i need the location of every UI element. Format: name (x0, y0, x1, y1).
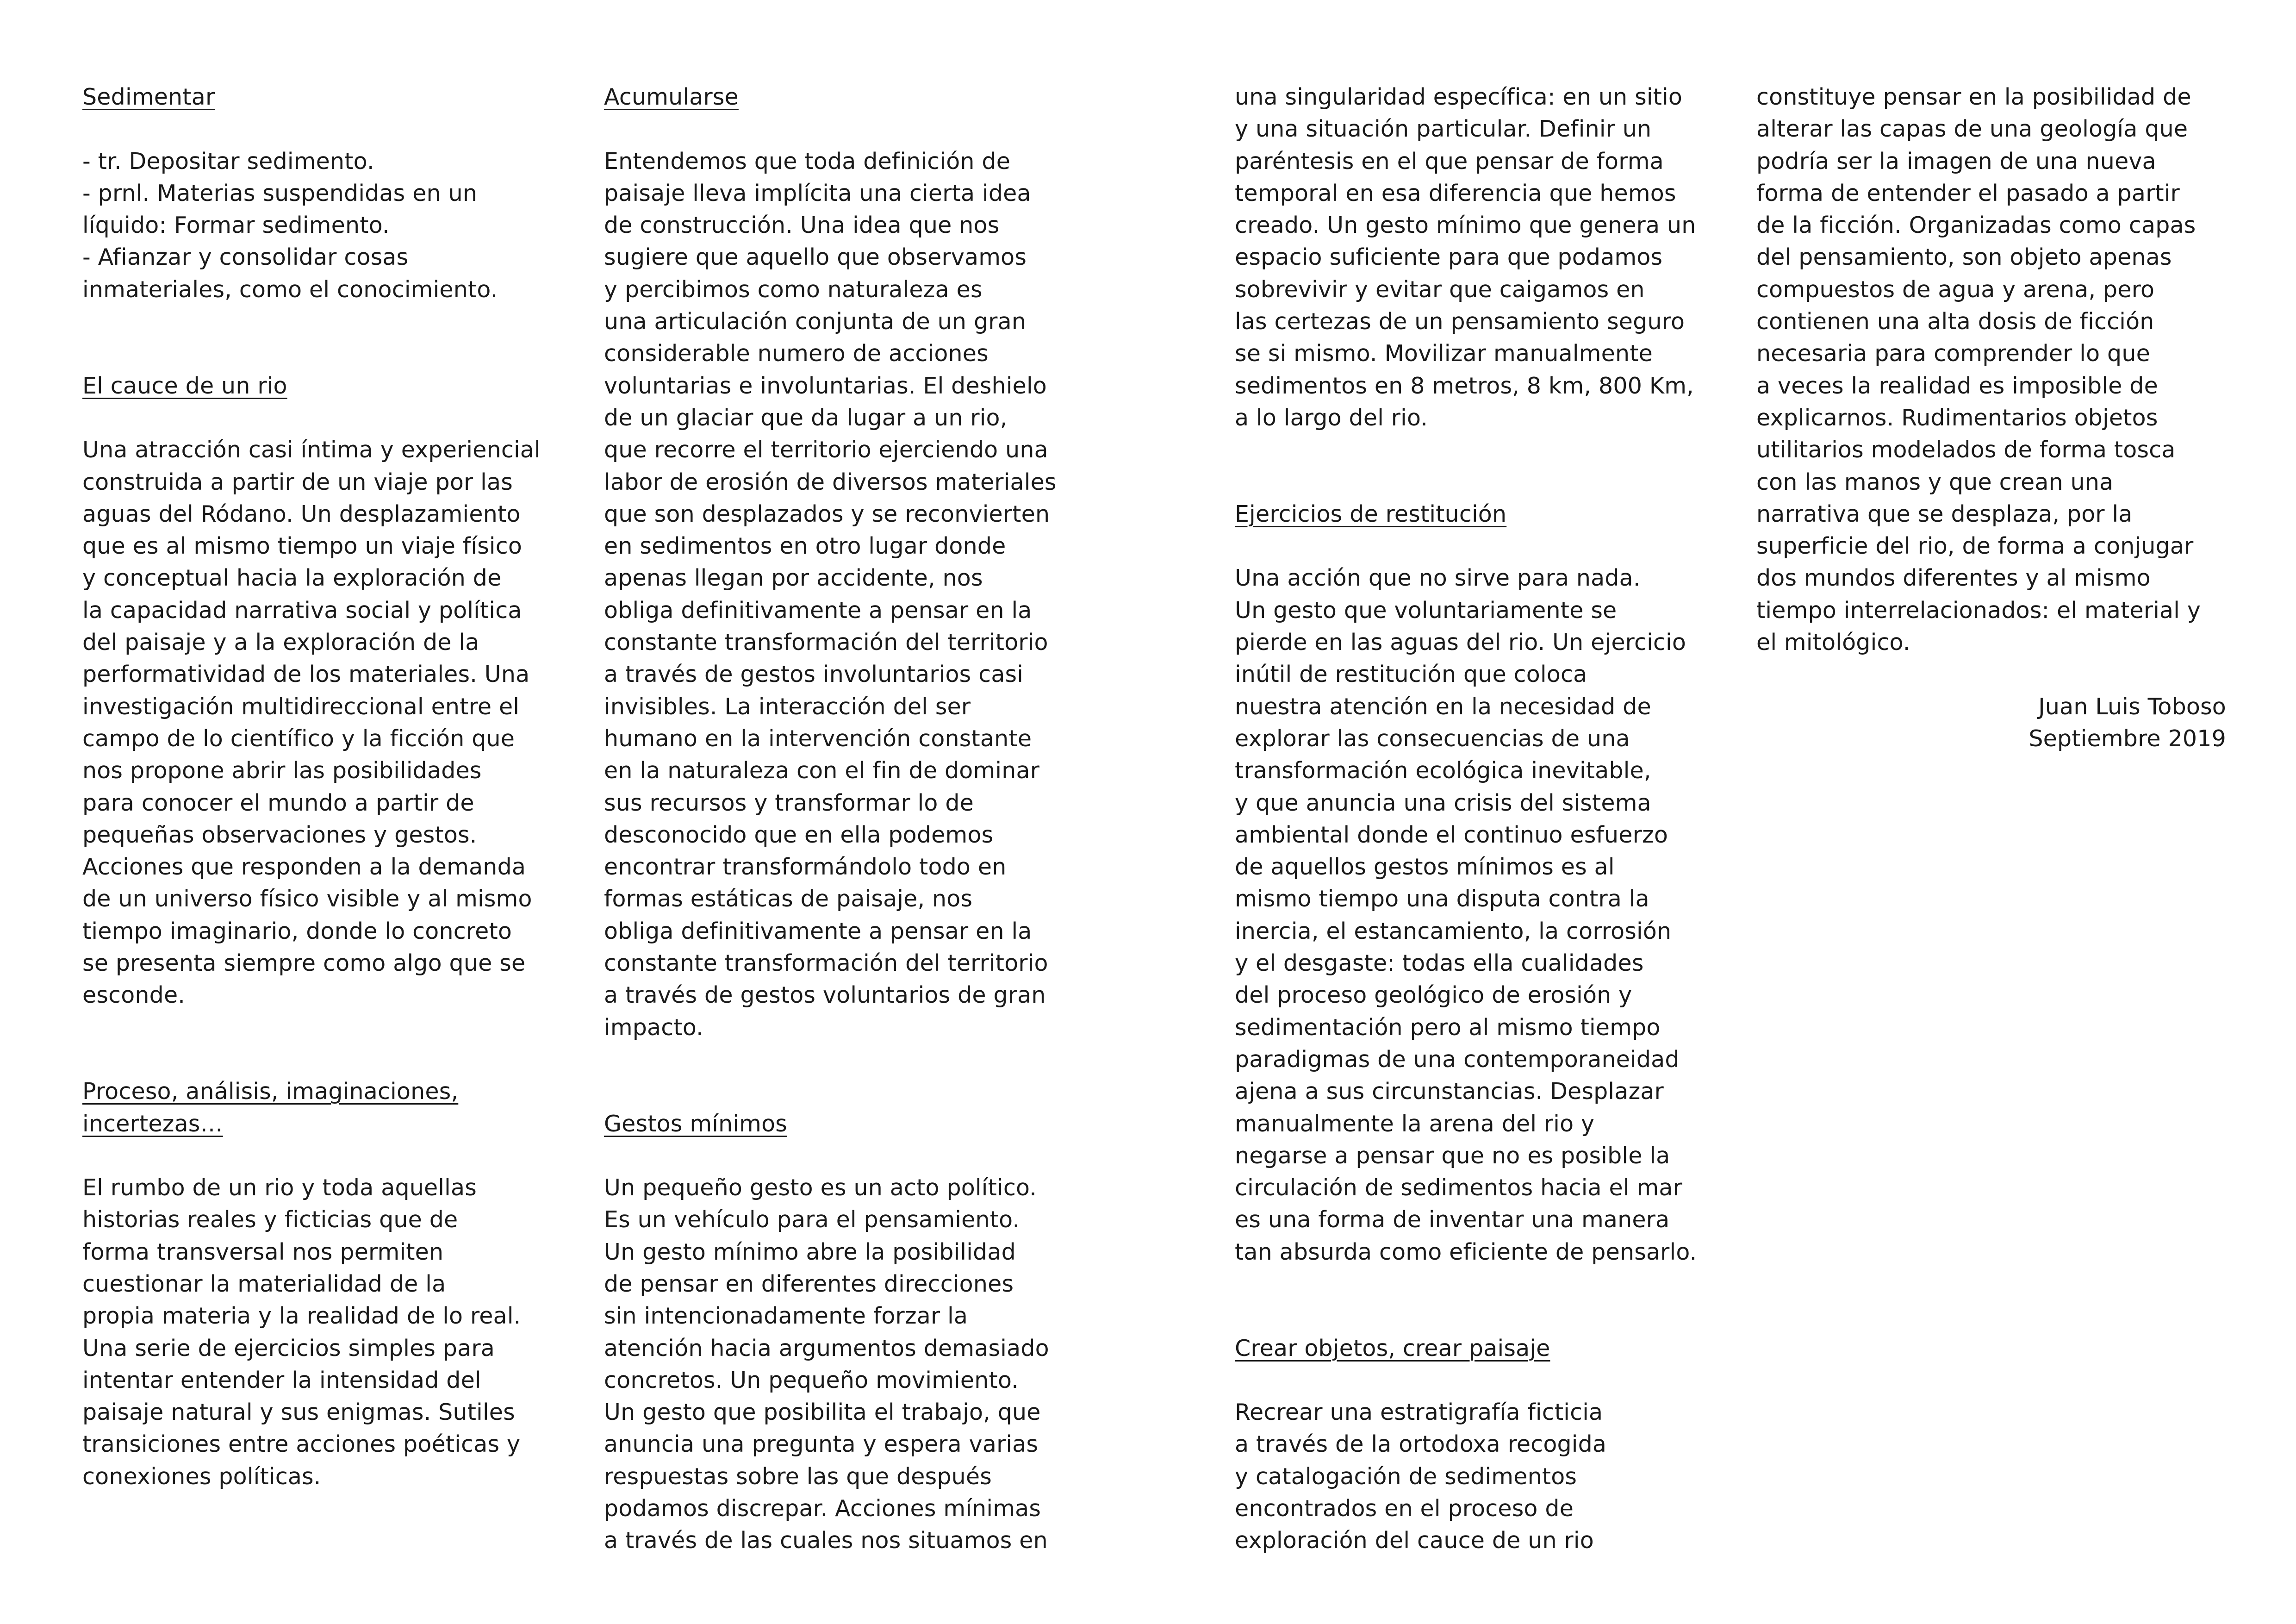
body-text-line: con las manos y que crean una (1756, 468, 2114, 495)
body-text-line: a través de gestos voluntarios de gran (604, 982, 1046, 1009)
text-section (82, 370, 591, 1012)
body-text-line: utilitarios modelados de forma tosca (1756, 437, 2176, 463)
body-text-line: exploración del cauce de un rio (1235, 1527, 1594, 1554)
body-text-line: paisaje lleva implícita una cierta idea (604, 180, 1031, 206)
body-text-line: apenas llegan por accidente, nos (604, 565, 983, 592)
body-text-line: considerable numero de acciones (604, 340, 989, 367)
body-text-line: del paisaje y a la exploración de la (82, 629, 479, 656)
body-text-line: se si mismo. Movilizar manualmente (1235, 340, 1653, 367)
body-text-line: que recorre el territorio ejerciendo una (604, 437, 1048, 463)
body-text-line: formas estáticas de paisaje, nos (604, 886, 973, 912)
section-heading: El cauce de un rio (82, 372, 287, 399)
body-text-line: labor de erosión de diversos materiales (604, 468, 1057, 495)
body-text-line: para conocer el mundo a partir de (82, 789, 474, 816)
body-text-line: dos mundos diferentes y al mismo (1756, 565, 2151, 592)
body-text-line: sin intencionadamente forzar la (604, 1303, 968, 1330)
body-text-line: se presenta siempre como algo que se (82, 950, 526, 977)
body-text-line: aguas del Ródano. Un desplazamiento (82, 500, 521, 527)
body-text-line: invisibles. La interacción del ser (604, 693, 971, 720)
body-text-line: explicarnos. Rudimentarios objetos (1756, 404, 2158, 431)
body-text-line: y el desgaste: todas ella cualidades (1235, 950, 1644, 977)
body-text-line: y una situación particular. Definir un (1235, 116, 1652, 143)
signature-spacer (1756, 658, 2265, 690)
body-text-line: intentar entender la intensidad del (82, 1367, 481, 1393)
heading-spacer (1235, 1364, 1744, 1396)
text-column-1 (82, 81, 591, 1493)
body-text-line: nuestra atención en la necesidad de (1235, 693, 1651, 720)
body-text-line: pequeñas observaciones y gestos. (82, 821, 477, 848)
signature-author: Juan Luis Toboso (2038, 693, 2226, 720)
body-text-line: narrativa que se desplaza, por la (1756, 500, 2133, 527)
section-heading: Proceso, análisis, imaginaciones, (82, 1078, 459, 1105)
body-text-line: conexiones políticas. (82, 1463, 321, 1490)
body-text-line: circulación de sedimentos hacia el mar (1235, 1174, 1682, 1201)
body-text-line: en sedimentos en otro lugar donde (604, 533, 1006, 560)
body-text-line: constituye pensar en la posibilidad de (1756, 84, 2191, 110)
body-text-line: Acciones que responden a la demanda (82, 854, 526, 881)
body-text-line: El rumbo de un rio y toda aquellas (82, 1174, 477, 1201)
body-text-line: constante transformación del territorio (604, 629, 1048, 656)
body-text-line: del proceso geológico de erosión y (1235, 982, 1632, 1009)
heading-spacer (82, 402, 591, 434)
heading-spacer (1235, 530, 1744, 562)
body-text-line: inútil de restitución que coloca (1235, 661, 1587, 688)
body-text-line: propia materia y la realidad de lo real. (82, 1303, 521, 1330)
body-text-line: podamos discrepar. Acciones mínimas (604, 1495, 1041, 1522)
body-text-line: encontrar transformándolo todo en (604, 854, 1007, 881)
section-spacer (82, 306, 591, 370)
body-text-line: tan absurda como eficiente de pensarlo. (1235, 1238, 1697, 1265)
body-text-line: explorar las consecuencias de una (1235, 725, 1630, 752)
body-text-line: Una serie de ejercicios simples para (82, 1335, 495, 1362)
body-text-line: tiempo imaginario, donde lo concreto (82, 918, 512, 944)
body-text-line: sugiere que aquello que observamos (604, 244, 1027, 271)
body-text-line: respuestas sobre las que después (604, 1463, 992, 1490)
body-text-line: que son desplazados y se reconvierten (604, 500, 1050, 527)
body-text-line: investigación multidireccional entre el (82, 693, 520, 720)
body-text-line: constante transformación del territorio (604, 950, 1048, 977)
body-text-line: campo de lo científico y la ficción que (82, 725, 515, 752)
body-text-line: humano en la intervención constante (604, 725, 1032, 752)
body-text-line: y percibimos como naturaleza es (604, 276, 983, 303)
body-text-line: manualmente la arena del rio y (1235, 1110, 1595, 1137)
body-text-line: inercia, el estancamiento, la corrosión (1235, 918, 1672, 944)
body-text-line: forma de entender el pasado a partir (1756, 180, 2180, 206)
body-text-line: y conceptual hacia la exploración de (82, 565, 502, 592)
section-heading: Ejercicios de restitución (1235, 500, 1507, 527)
body-text-line: la capacidad narrativa social y política (82, 597, 522, 624)
body-text-line: Es un vehículo para el pensamiento. (604, 1206, 1020, 1233)
section-heading: Gestos mínimos (604, 1110, 787, 1137)
text-column-3 (1235, 81, 1744, 1557)
body-text-line: de la ficción. Organizadas como capas (1756, 212, 2196, 239)
body-text-line: anuncia una pregunta y espera varias (604, 1431, 1039, 1458)
body-text-line: atención hacia argumentos demasiado (604, 1335, 1049, 1362)
body-text-line: Un gesto que voluntariamente se (1235, 597, 1617, 624)
body-text-line: concretos. Un pequeño movimiento. (604, 1367, 1019, 1393)
text-column-4 (1756, 81, 2265, 755)
body-text-line: ambiental donde el continuo esfuerzo (1235, 821, 1668, 848)
body-text-line: sus recursos y transformar lo de (604, 789, 974, 816)
body-text-line: performatividad de los materiales. Una (82, 661, 530, 688)
body-text-line: pierde en las aguas del rio. Un ejercicio (1235, 629, 1686, 656)
body-text-line: desconocido que en ella podemos (604, 821, 994, 848)
signature-date: Septiembre 2019 (2028, 725, 2226, 752)
body-text-line: superficie del rio, de forma a conjugar (1756, 533, 2194, 560)
body-text-line: sobrevivir y evitar que caigamos en (1235, 276, 1645, 303)
body-text-line: esconde. (82, 982, 186, 1009)
body-text-line: inmateriales, como el conocimiento. (82, 276, 498, 303)
body-text-line: de aquellos gestos mínimos es al (1235, 854, 1615, 881)
body-text-line: de un universo físico visible y al mismo (82, 886, 532, 912)
text-section (1756, 81, 2265, 658)
section-spacer (604, 1043, 1113, 1108)
body-text-line: paréntesis en el que pensar de forma (1235, 148, 1664, 175)
body-text-line: Recrear una estratigrafía ficticia (1235, 1399, 1603, 1426)
signature (1756, 691, 2226, 755)
body-text-line: obliga definitivamente a pensar en la (604, 918, 1032, 944)
body-text-line: las certezas de un pensamiento seguro (1235, 308, 1685, 335)
body-text-line: a lo largo del rio. (1235, 404, 1428, 431)
body-text-line: podría ser la imagen de una nueva (1756, 148, 2156, 175)
body-text-line: - prnl. Materias suspendidas en un (82, 180, 478, 206)
text-section (82, 1075, 591, 1493)
section-heading: Crear objetos, crear paisaje (1235, 1335, 1550, 1362)
body-text-line: líquido: Formar sedimento. (82, 212, 390, 239)
body-text-line: alterar las capas de una geología que (1756, 116, 2188, 143)
section-heading: Acumularse (604, 84, 739, 110)
body-text-line: de construcción. Una idea que nos (604, 212, 1000, 239)
section-spacer (82, 1012, 591, 1076)
body-text-line: Un gesto mínimo abre la posibilidad (604, 1238, 1016, 1265)
body-text-line: necesaria para comprender lo que (1756, 340, 2150, 367)
body-text-line: Una acción que no sirve para nada. (1235, 565, 1641, 592)
heading-spacer (82, 113, 591, 145)
body-text-line: a veces la realidad es imposible de (1756, 372, 2158, 399)
body-text-line: compuestos de agua y arena, pero (1756, 276, 2155, 303)
text-section (1235, 1332, 1744, 1557)
body-text-line: paradigmas de una contemporaneidad (1235, 1046, 1680, 1073)
body-text-line: transformación ecológica inevitable, (1235, 757, 1651, 784)
body-text-line: obliga definitivamente a pensar en la (604, 597, 1032, 624)
section-spacer (1235, 434, 1744, 498)
body-text-line: temporal en esa diferencia que hemos (1235, 180, 1676, 206)
body-text-line: paisaje natural y sus enigmas. Sutiles (82, 1399, 515, 1426)
body-text-line: contienen una alta dosis de ficción (1756, 308, 2154, 335)
body-text-line: Un gesto que posibilita el trabajo, que (604, 1399, 1041, 1426)
body-text-line: es una forma de inventar una manera (1235, 1206, 1670, 1233)
section-heading: incertezas… (82, 1110, 223, 1137)
body-text-line: transiciones entre acciones poéticas y (82, 1431, 521, 1458)
body-text-line: sedimentos en 8 metros, 8 km, 800 Km, (1235, 372, 1694, 399)
body-text-line: negarse a pensar que no es posible la (1235, 1142, 1670, 1169)
body-text-line: y que anuncia una crisis del sistema (1235, 789, 1651, 816)
body-text-line: construida a partir de un viaje por las (82, 468, 513, 495)
body-text-line: una articulación conjunta de un gran (604, 308, 1027, 335)
body-text-line: tiempo interrelacionados: el material y (1756, 597, 2201, 624)
body-text-line: espacio suficiente para que podamos (1235, 244, 1663, 271)
heading-spacer (604, 1140, 1113, 1172)
body-text-line: que es al mismo tiempo un viaje físico (82, 533, 523, 560)
section-spacer (1235, 1268, 1744, 1332)
section-heading: Sedimentar (82, 84, 215, 110)
body-text-line: del pensamiento, son objeto apenas (1756, 244, 2172, 271)
body-text-line: creado. Un gesto mínimo que genera un (1235, 212, 1696, 239)
body-text-line: nos propone abrir las posibilidades (82, 757, 482, 784)
body-text-line: el mitológico. (1756, 629, 1910, 656)
body-text-line: - tr. Depositar sedimento. (82, 148, 374, 175)
body-text-line: impacto. (604, 1014, 703, 1041)
text-column-2 (604, 81, 1113, 1557)
body-text-line: de pensar en diferentes direcciones (604, 1270, 1014, 1297)
text-section (604, 1108, 1113, 1557)
body-text-line: ajena a sus circunstancias. Desplazar (1235, 1078, 1664, 1105)
text-section (1235, 81, 1744, 434)
body-text-line: encontrados en el proceso de (1235, 1495, 1574, 1522)
body-text-line: en la naturaleza con el fin de dominar (604, 757, 1040, 784)
body-text-line: Una atracción casi íntima y experiencial (82, 437, 541, 463)
body-text-line: a través de las cuales nos situamos en (604, 1527, 1048, 1554)
body-text-line: de un glaciar que da lugar a un rio, (604, 404, 1008, 431)
text-section (82, 81, 591, 306)
body-text-line: voluntarias e involuntarias. El deshielo (604, 372, 1047, 399)
body-text-line: Entendemos que toda definición de (604, 148, 1011, 175)
text-section (604, 81, 1113, 1043)
body-text-line: y catalogación de sedimentos (1235, 1463, 1577, 1490)
heading-spacer (82, 1140, 591, 1172)
body-text-line: Un pequeño gesto es un acto político. (604, 1174, 1037, 1201)
heading-spacer (604, 113, 1113, 145)
body-text-line: a través de la ortodoxa recogida (1235, 1431, 1607, 1458)
body-text-line: forma transversal nos permiten (82, 1238, 444, 1265)
body-text-line: sedimentación pero al mismo tiempo (1235, 1014, 1661, 1041)
body-text-line: historias reales y ficticias que de (82, 1206, 458, 1233)
body-text-line: a través de gestos involuntarios casi (604, 661, 1024, 688)
body-text-line: cuestionar la materialidad de la (82, 1270, 446, 1297)
body-text-line: mismo tiempo una disputa contra la (1235, 886, 1649, 912)
body-text-line: una singularidad específica: en un sitio (1235, 84, 1683, 110)
text-section (1235, 498, 1744, 1268)
body-text-line: - Afianzar y consolidar cosas (82, 244, 409, 271)
